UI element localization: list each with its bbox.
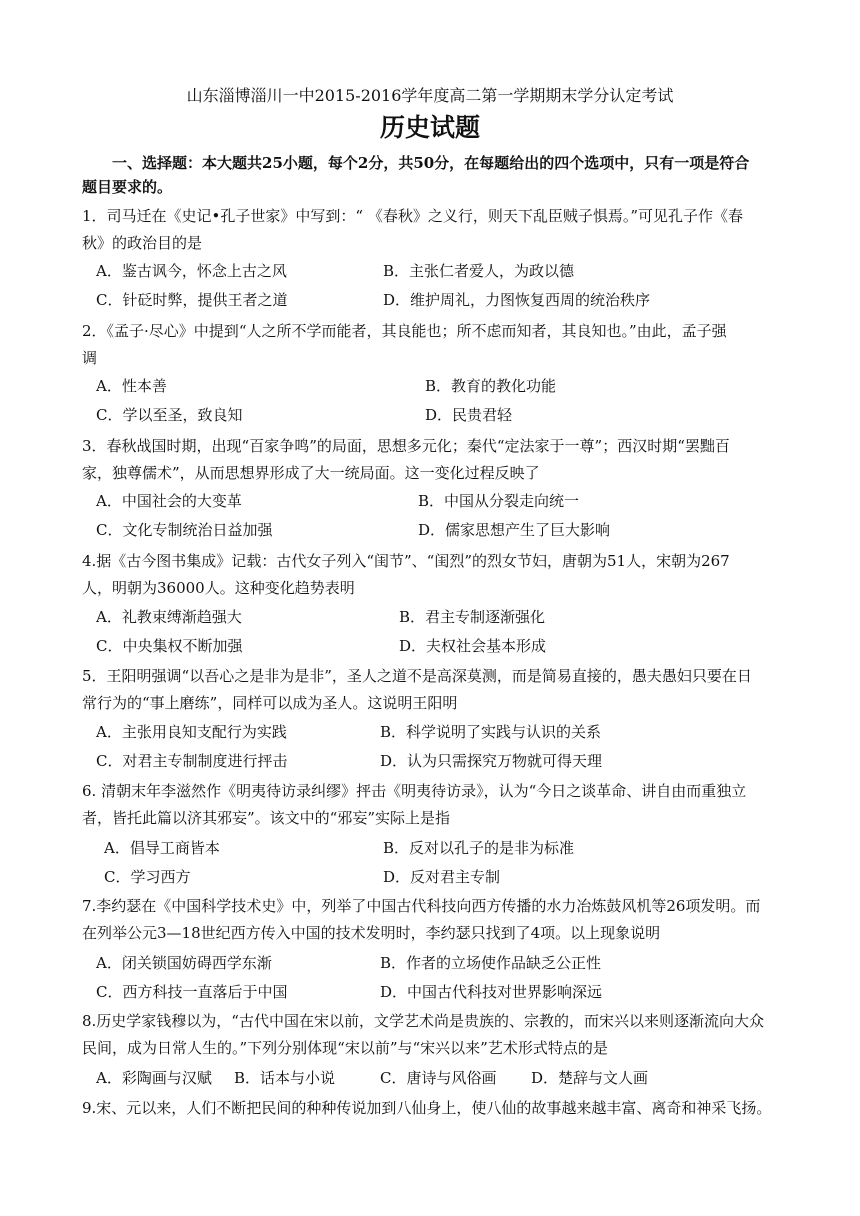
question-4-option-d: D．夫权社会基本形成: [399, 637, 547, 655]
question-5-option-d: D．认为只需探究万物就可得天理: [380, 752, 603, 770]
question-4-option-b: B．君主专制逐渐强化: [399, 608, 546, 626]
question-9-stem-line1: 9.宋、元以来，人们不断把民间的种种传说加到八仙身上，使八仙的故事越来越丰富、离奇和神采飞扬。: [82, 1099, 772, 1117]
question-8-stem-line2: 民间，成为日常人生的。”下列分别体现“宋以前”与“宋兴以来”艺术形式特点的是: [82, 1039, 608, 1057]
question-3-stem-line2: 家，独尊儒术”，从而思想界形成了大一统局面。这一变化过程反映了: [82, 464, 540, 482]
question-1-option-b: B．主张仁者爱人，为政以德: [383, 262, 575, 280]
question-3-option-c: C．文化专制统治日益加强: [96, 521, 273, 539]
question-2-option-c: C．学以至圣，致良知: [96, 406, 243, 424]
question-1-option-d: D．维护周礼，力图恢复西周的统治秩序: [383, 291, 651, 309]
question-1-stem-line1: 1．司马迁在《史记•孔子世家》中写到：“ 《春秋》之义行，则天下乱臣贼子惧焉。”可见孔子作《春: [82, 207, 744, 225]
subject-title: 历史试题: [379, 113, 480, 142]
question-7-option-c: C．西方科技一直落后于中国: [96, 983, 288, 1001]
question-3-option-d: D．儒家思想产生了巨大影响: [418, 521, 611, 539]
question-7-option-b: B．作者的立场使作品缺乏公正性: [380, 954, 602, 972]
question-1-option-c: C．针砭时弊，提供王者之道: [96, 291, 288, 309]
question-5-stem-line1: 5．王阳明强调“以吾心之是非为是非”，圣人之道不是高深莫测，而是简易直接的，愚夫愚妇只要在日: [82, 667, 752, 685]
question-8-option-d: D．楚辞与文人画: [531, 1069, 649, 1087]
question-3-option-b: B．中国从分裂走向统一: [418, 492, 580, 510]
question-6-option-c: C．学习西方: [104, 868, 191, 886]
question-6-option-d: D．反对君主专制: [383, 868, 501, 886]
question-4-stem-line1: 4.据《古今图书集成》记载：古代女子列入“闺节”、“闺烈”的烈女节妇，唐朝为51人，宋朝为267: [82, 552, 730, 570]
question-6-option-a: A．倡导工商皆本: [104, 839, 220, 857]
question-4-option-c: C．中央集权不断加强: [96, 637, 243, 655]
question-3-option-a: A．中国社会的大变革: [96, 492, 242, 510]
question-5-option-b: B．科学说明了实践与认识的关系: [380, 723, 602, 741]
school-exam-title: 山东淄博淄川一中2015-2016学年度高二第一学期期末学分认定考试: [186, 86, 674, 105]
question-4-option-a: A．礼教束缚渐趋强大: [96, 608, 242, 626]
question-2-option-d: D．民贵君轻: [425, 406, 513, 424]
question-2-stem-line1: 2．《孟子·尽心》中提到“人之所不学而能者，其良能也；所不虑而知者，其良知也。”由此，孟子强: [82, 322, 727, 340]
question-5-option-a: A．主张用良知支配行为实践: [96, 723, 287, 741]
question-2-option-b: B．教育的教化功能: [425, 377, 557, 395]
question-5-option-c: C．对君主专制制度进行抨击: [96, 752, 288, 770]
question-7-option-d: D．中国古代科技对世界影响深远: [380, 983, 603, 1001]
question-5-stem-line2: 常行为的“事上磨练”，同样可以成为圣人。这说明王阳明: [82, 694, 458, 712]
question-1-stem-line2: 秋》的政治目的是: [82, 234, 203, 252]
question-1-option-a: A．鉴古讽今，怀念上古之风: [96, 262, 287, 280]
question-3-stem-line1: 3．春秋战国时期，出现“百家争鸣”的局面，思想多元化；秦代“定法家于一尊”；西汉时期“罢黜百: [82, 437, 730, 455]
question-6-stem-line1: 6. 清朝末年李滋然作《明夷待访录纠缪》抨击《明夷待访录》，认为“今日之谈革命、讲自由而重独立: [82, 782, 747, 800]
section-instructions-line1: 一、选择题：本大题共25小题，每个2分，共50分，在每题给出的四个选项中，只有一项是符合: [112, 154, 750, 172]
question-2-option-a: A．性本善: [96, 377, 167, 395]
question-2-stem-line2: 调: [82, 349, 98, 367]
question-7-stem-line1: 7.李约瑟在《中国科学技术史》中，列举了中国古代科技向西方传播的水力冶炼鼓风机等26项发明。而: [82, 897, 761, 915]
question-6-stem-line2: 者，皆托此篇以济其邪妄”。该文中的“邪妄”实际上是指: [82, 809, 451, 827]
question-6-option-b: B．反对以孔子的是非为标准: [383, 839, 575, 857]
question-4-stem-line2: 人，明朝为36000人。这种变化趋势表明: [82, 579, 355, 597]
question-7-stem-line2: 在列举公元3—18世纪西方传入中国的技术发明时，李约瑟只找到了4项。以上现象说明: [82, 924, 661, 942]
section-instructions-line2: 题目要求的。: [82, 178, 173, 196]
question-8-stem-line1: 8.历史学家钱穆以为，“古代中国在宋以前，文学艺术尚是贵族的、宗教的，而宋兴以来则逐渐流向大众: [82, 1012, 764, 1030]
question-7-option-a: A．闭关锁国妨碍西学东渐: [96, 954, 272, 972]
question-8-option-a: A．彩陶画与汉赋: [96, 1069, 212, 1087]
question-8-option-b: B．话本与小说: [234, 1069, 336, 1087]
question-8-option-c: C．唐诗与风俗画: [380, 1069, 497, 1087]
